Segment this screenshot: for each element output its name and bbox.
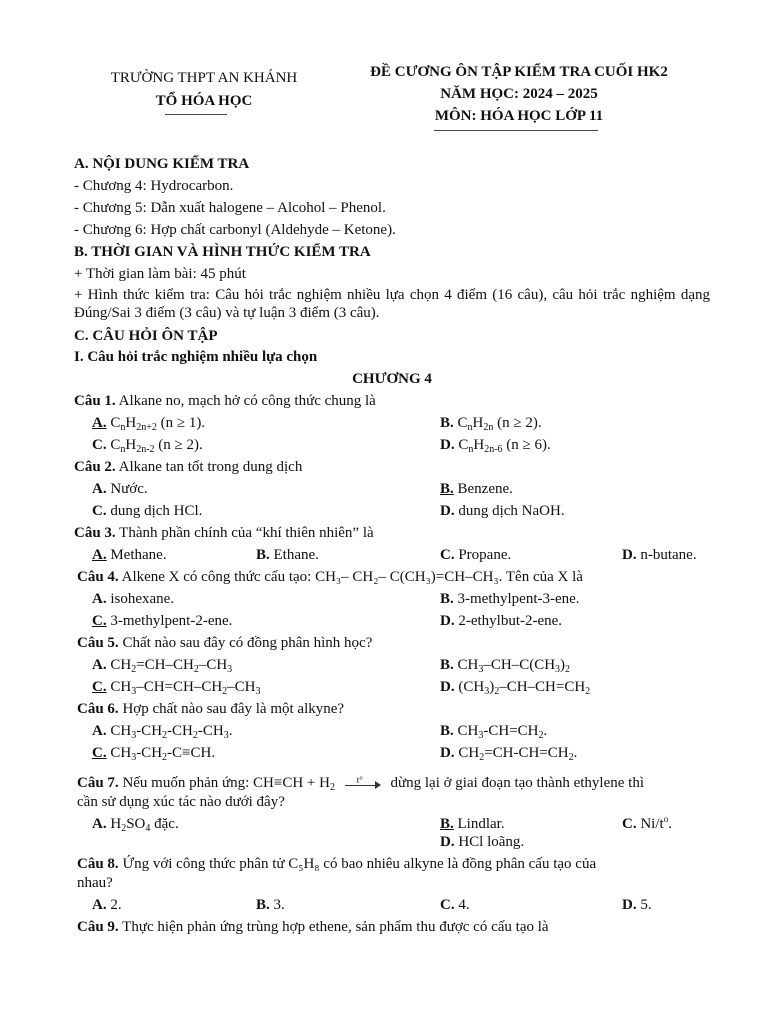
q2-option-a: A. Nước. [92,481,148,497]
question-6: Câu 6. Hợp chất nào sau đây là một alkyne? [77,701,345,717]
question-7-line2: cần sử dụng xúc tác nào dưới đây? [77,794,285,810]
q6-option-d: D. $CH_2=CH-CH=CH_2$. [440,745,578,763]
header-left-rule [165,114,227,115]
q8-option-b: B. 3. [256,897,285,913]
section-c-heading: C. CÂU HỎI ÔN TẬP [74,328,218,344]
section-a-item: - Chương 4: Hydrocarbon. [74,178,234,194]
q4-option-b: B. 3-methylpent-3-ene. [440,591,580,607]
q3-option-d: D. n-butane. [622,547,697,563]
question-3: Câu 3. Thành phần chính của “khí thiên nhiên” là [74,525,374,541]
department-name: TỔ HÓA HỌC [155,93,253,109]
question-8-line2: nhau? [77,875,113,891]
question-label: Câu 1. [74,393,116,409]
q5-option-c: C. $CH_3-CH=CH-CH_2-CH_3$ [92,679,261,697]
question-4: Câu 4. Alkene X có công thức cấu tạo: CH₃– CH₂– C(CH₃)=CH–CH₃. Tên của X là [77,569,583,585]
section-a-heading: A. NỘI DUNG KIỂM TRA [74,156,250,172]
question-8: Câu 8. Ứng với công thức phân tử C₅H₈ có bao nhiêu alkyne là đồng phân cấu tạo của [77,856,597,872]
q7-option-b: B. Lindlar. [440,816,505,832]
q1-option-b: B. $C_nH_{2n}$ (n ≥ 2). [440,415,542,433]
header-right-rule [434,130,598,131]
q7-option-d: D. HCl loãng. [440,834,525,850]
school-year: NĂM HỌC: 2024 – 2025 [440,86,598,102]
school-name: TRƯỜNG THPT AN KHÁNH [110,70,298,86]
q7-option-c: C. $Ni/t^o$. [622,814,672,832]
q3-option-c: C. Propane. [440,547,512,563]
question-7: Câu 7. Nếu muốn phản ứng: $CH\equiv CH + H_2$ t° dừng lại ở giai đoạn tạo thành ethylene thì [77,774,644,793]
reaction-arrow-icon: t° [345,777,381,791]
question-1 [74,392,710,410]
question-2: Câu 2. Alkane tan tốt trong dung dịch [74,459,303,475]
question-5: Câu 5. Chất nào sau đây có đồng phân hình học? [77,635,373,651]
q6-option-b: B. $CH_3-CH=CH_2$. [440,723,548,741]
q8-option-a: A. 2. [92,897,122,913]
question-9: Câu 9. Thực hiện phản ứng trùng hợp ethene, sản phẩm thu được có cấu tạo là [77,919,549,935]
q5-option-b: B. $CH_3-CH-C(CH_3)_2$ [440,657,571,675]
q6-option-c: C. $CH_3-CH_2-C\equiv CH$. [92,745,216,763]
q3-option-b: B. Ethane. [256,547,319,563]
q1-option-a: A. $C_nH_{2n+2}$ (n ≥ 1). [92,415,206,433]
q1-option-c: C. $C_nH_{2n-2}$ (n ≥ 2). [92,437,203,455]
subject: MÔN: HÓA HỌC LỚP 11 [434,108,604,124]
exam-format: + Hình thức kiểm tra: Câu hỏi trắc nghiệm nhiều lựa chọn 4 điểm (16 câu), câu hỏi trắc nghiệm dạng Đúng/Sai 3 điểm (3 câu) và tự luận 3 điểm (3 câu). [74,287,710,321]
q7-option-a: A. $H_2SO_4$ đặc. [92,816,179,834]
section-a-item: - Chương 6: Hợp chất carbonyl (Aldehyde – Ketone). [74,222,396,238]
q4-option-c: C. 3-methylpent-2-ene. [92,613,233,629]
q2-option-c: C. dung dịch HCl. [92,503,203,519]
exam-time: + Thời gian làm bài: 45 phút [74,266,246,282]
q6-option-a: A. $CH_3-CH_2-CH_2-CH_3$. [92,723,233,741]
q8-option-d: D. 5. [622,897,652,913]
q5-option-a: A. $CH_2=CH-CH_2-CH_3$ [92,657,233,675]
q2-option-d: D. dung dịch NaOH. [440,503,565,519]
question-text: Alkane no, mạch hở có công thức chung là [115,393,376,409]
section-c-subheading: I. Câu hỏi trắc nghiệm nhiều lựa chọn [74,349,318,365]
q1-option-d: D. $C_nH_{2n-6}$ (n ≥ 6). [440,437,551,455]
q4-option-d: D. 2-ethylbut-2-ene. [440,613,563,629]
q2-option-b: B. Benzene. [440,481,513,497]
q3-option-a: A. Methane. [92,547,167,563]
q4-option-a: A. isohexane. [92,591,175,607]
section-b-heading: B. THỜI GIAN VÀ HÌNH THỨC KIỂM TRA [74,244,371,260]
section-a-item: - Chương 5: Dẫn xuất halogene – Alcohol – Phenol. [74,200,386,216]
chapter-heading: CHƯƠNG 4 [352,371,432,387]
q5-option-d: D. $(CH_3)_2-CH-CH=CH_2$ [440,679,591,697]
q8-option-c: C. 4. [440,897,470,913]
document-title: ĐỀ CƯƠNG ÔN TẬP KIỂM TRA CUỐI HK2 [370,64,668,80]
